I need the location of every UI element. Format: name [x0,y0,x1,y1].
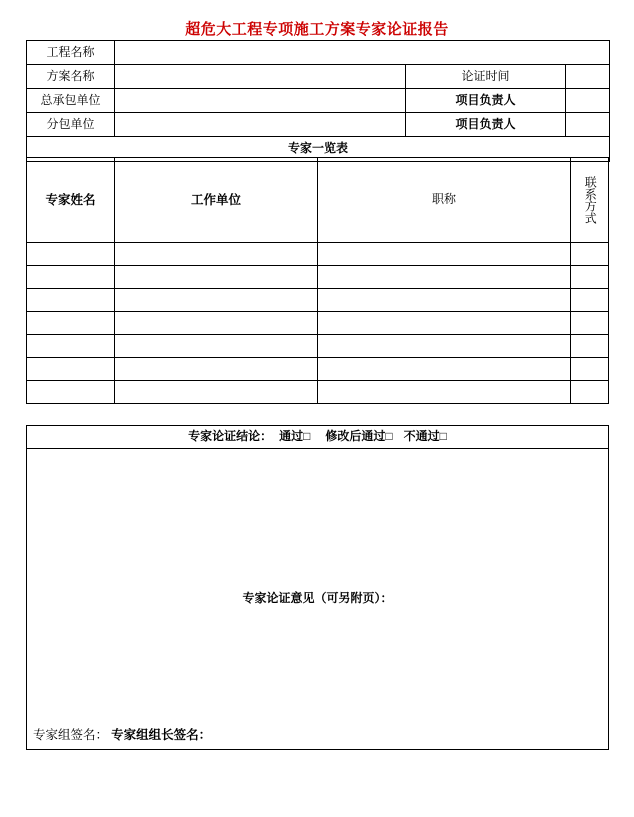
table-header-row [27,158,609,243]
cell-contact[interactable] [571,381,609,404]
field-value-plan-name[interactable] [115,65,406,89]
field-label-general-contractor: 总承包单位 [27,89,115,113]
cell-expert-name[interactable] [27,358,115,381]
cell-expert-name[interactable] [27,289,115,312]
cell-job-title[interactable] [318,266,571,289]
cell-work-unit[interactable] [115,289,318,312]
conclusion-and-opinion-table [26,425,609,750]
conclusion-option-pass[interactable]: 通过□ [279,429,311,444]
cell-contact[interactable] [571,243,609,266]
page-title: 超危大工程专项施工方案专家论证报告 [185,22,449,38]
field-label-review-date: 论证时间 [406,65,566,89]
cell-contact[interactable] [571,289,609,312]
column-header-work-unit: 工作单位 [115,158,318,243]
section-title-expert-list: 专家一览表 [27,137,610,162]
field-value-subcontractor[interactable] [115,113,406,137]
cell-expert-name[interactable] [27,335,115,358]
cell-work-unit[interactable] [115,312,318,335]
cell-work-unit[interactable] [115,358,318,381]
expert-list-table [26,157,609,404]
field-value-review-date[interactable] [566,65,610,89]
cell-contact[interactable] [571,312,609,335]
cell-job-title[interactable] [318,243,571,266]
cell-contact[interactable] [571,358,609,381]
table-row [27,426,609,449]
field-label-project-name: 工程名称 [27,41,115,65]
table-row [27,41,610,65]
cell-contact[interactable] [571,335,609,358]
column-header-contact: 联系方式 [571,158,609,243]
cell-work-unit[interactable] [115,335,318,358]
table-row [27,312,609,335]
cell-job-title[interactable] [318,358,571,381]
expert-review-form [26,40,610,162]
cell-work-unit[interactable] [115,381,318,404]
cell-job-title[interactable] [318,335,571,358]
table-row [27,381,609,404]
table-row [27,449,609,750]
cell-expert-name[interactable] [27,243,115,266]
table-row [27,89,610,113]
conclusion-row [27,426,609,449]
cell-expert-name[interactable] [27,381,115,404]
cell-job-title[interactable] [318,289,571,312]
cell-job-title[interactable] [318,312,571,335]
expert-group-leader-signature-label: 专家组组长签名： [111,727,212,742]
field-value-sub-manager[interactable] [566,113,610,137]
conclusion-option-fail[interactable]: 不通过□ [403,429,447,444]
table-row [27,266,609,289]
column-header-expert-name: 专家姓名 [27,158,115,243]
signature-line [33,727,211,743]
table-row [27,243,609,266]
field-label-plan-name: 方案名称 [27,65,115,89]
expert-group-signature-label: 专家组签名： [33,727,109,742]
cell-expert-name[interactable] [27,312,115,335]
table-row [27,358,609,381]
cell-contact[interactable] [571,266,609,289]
conclusion-option-pass-after-revision[interactable]: 修改后通过□ [325,429,393,444]
field-label-sub-manager: 项目负责人 [406,113,566,137]
table-row [27,65,610,89]
cell-job-title[interactable] [318,381,571,404]
conclusion-label: 专家论证结论： [188,429,273,444]
opinion-area[interactable] [27,449,609,750]
cell-expert-name[interactable] [27,266,115,289]
table-row [27,113,610,137]
table-row [27,289,609,312]
field-value-general-contractor[interactable] [115,89,406,113]
field-value-gc-manager[interactable] [566,89,610,113]
opinion-label: 专家论证意见（可另附页）： [242,591,393,606]
cell-work-unit[interactable] [115,266,318,289]
field-label-gc-manager: 项目负责人 [406,89,566,113]
field-value-project-name[interactable] [115,41,610,65]
column-header-job-title: 职称 [318,158,571,243]
table-row [27,335,609,358]
field-label-subcontractor: 分包单位 [27,113,115,137]
cell-work-unit[interactable] [115,243,318,266]
